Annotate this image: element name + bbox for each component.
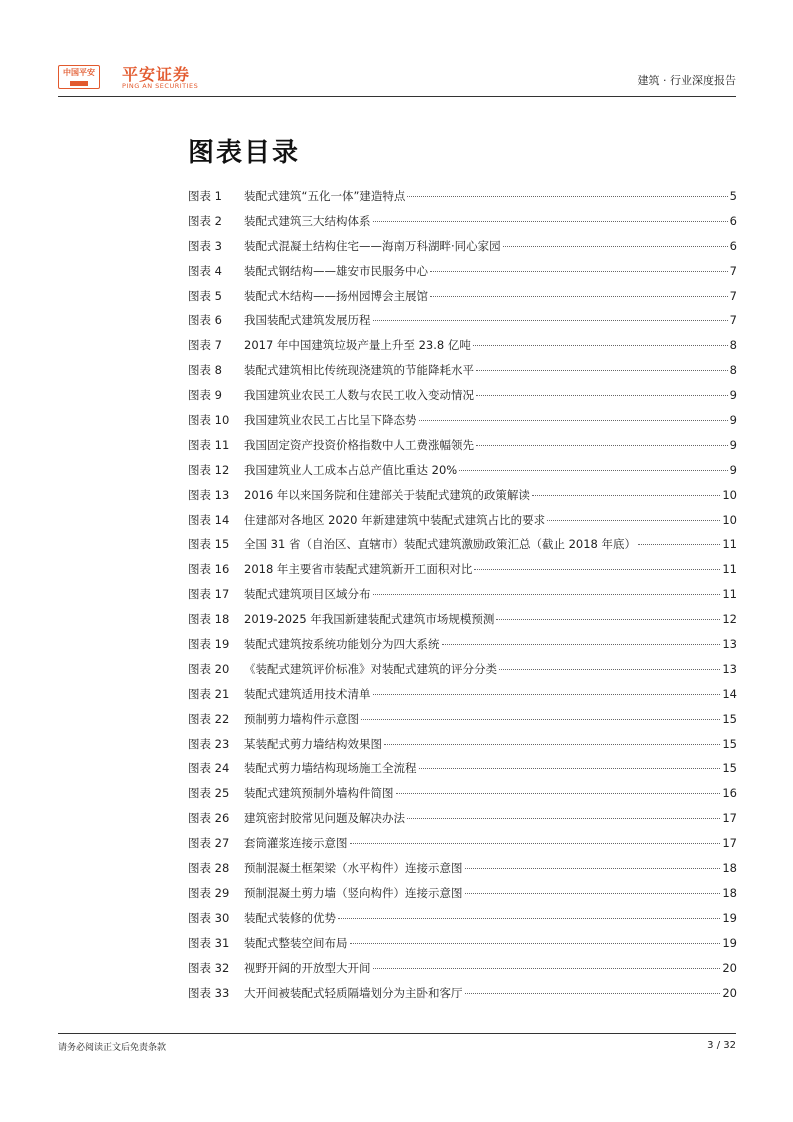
toc-entry-label: 图表 2 — [188, 213, 222, 228]
toc-entry-page[interactable]: 17 — [722, 811, 737, 826]
toc-entry-label: 图表 6 — [188, 313, 222, 328]
toc-dot-leader — [373, 320, 728, 321]
toc-entry-page[interactable]: 14 — [722, 686, 737, 701]
ping-an-logo-icon — [58, 65, 100, 89]
figure-list — [188, 188, 737, 1009]
logo-small-text: 中国平安 — [63, 68, 95, 77]
toc-entry[interactable] — [188, 985, 737, 1010]
toc-entry[interactable] — [188, 785, 737, 810]
toc-entry-page[interactable]: 7 — [729, 263, 737, 278]
toc-entry[interactable] — [188, 213, 737, 238]
toc-entry-label: 图表 13 — [188, 487, 230, 502]
toc-dot-leader — [373, 594, 721, 595]
toc-dot-leader — [465, 893, 721, 894]
toc-entry-label: 图表 21 — [188, 686, 230, 701]
footer-disclaimer: 请务必阅读正文后免责条款 — [58, 1043, 167, 1053]
toc-entry-label: 图表 3 — [188, 238, 222, 253]
toc-entry-label: 图表 11 — [188, 437, 230, 452]
toc-entry[interactable] — [188, 711, 737, 736]
toc-entry-title[interactable]: 我国装配式建筑发展历程 — [244, 313, 371, 328]
footer-divider — [58, 1033, 736, 1034]
toc-dot-leader — [465, 993, 721, 994]
toc-entry-page[interactable]: 9 — [729, 437, 737, 452]
toc-entry[interactable] — [188, 238, 737, 263]
toc-entry[interactable] — [188, 661, 737, 686]
toc-entry-page[interactable]: 18 — [722, 885, 737, 900]
toc-entry-title[interactable]: 2018 年主要省市装配式建筑新开工面积对比 — [244, 562, 473, 577]
toc-entry-page[interactable]: 18 — [722, 861, 737, 876]
toc-entry-label: 图表 16 — [188, 562, 230, 577]
toc-entry[interactable] — [188, 835, 737, 860]
toc-entry[interactable] — [188, 760, 737, 785]
toc-entry-title[interactable]: 装配式建筑按系统功能划分为四大系统 — [244, 637, 440, 652]
toc-entry-title[interactable]: 装配式剪力墙结构现场施工全流程 — [244, 761, 417, 776]
toc-entry[interactable] — [188, 736, 737, 761]
logo-bar — [70, 81, 88, 86]
toc-entry-label: 图表 30 — [188, 910, 230, 925]
toc-entry-label: 图表 19 — [188, 637, 230, 652]
toc-entry-label: 图表 20 — [188, 661, 230, 676]
toc-dot-leader — [384, 744, 720, 745]
toc-dot-leader — [396, 793, 721, 794]
toc-entry-title[interactable]: 视野开阔的开放型大开间 — [244, 960, 371, 975]
toc-entry-label: 图表 33 — [188, 985, 230, 1000]
toc-entry-title[interactable]: 《装配式建筑评价标准》对装配式建筑的评分分类 — [244, 661, 497, 676]
page-number: 3 / 32 — [707, 1040, 736, 1051]
toc-entry-title[interactable]: 套筒灌浆连接示意图 — [244, 836, 348, 851]
toc-entry-label: 图表 26 — [188, 811, 230, 826]
toc-entry-page[interactable]: 10 — [722, 487, 737, 502]
brand-name-cn: 平安证券 — [122, 65, 191, 84]
toc-entry[interactable] — [188, 885, 737, 910]
toc-dot-leader — [473, 345, 728, 346]
toc-entry-page[interactable]: 17 — [722, 836, 737, 851]
toc-entry-label: 图表 1 — [188, 189, 222, 203]
toc-dot-leader — [474, 569, 720, 570]
toc-dot-leader — [476, 445, 728, 446]
toc-entry[interactable] — [188, 462, 737, 487]
toc-dot-leader — [503, 246, 728, 247]
toc-entry-label: 图表 24 — [188, 761, 230, 776]
toc-dot-leader — [373, 694, 721, 695]
toc-entry-page[interactable]: 7 — [729, 288, 737, 303]
toc-entry[interactable] — [188, 412, 737, 437]
toc-entry-title[interactable]: 某装配式剪力墙结构效果图 — [244, 736, 382, 751]
toc-entry[interactable] — [188, 860, 737, 885]
toc-entry-title[interactable]: 我国建筑业农民工人数与农民工收入变动情况 — [244, 388, 474, 403]
toc-entry[interactable] — [188, 487, 737, 512]
toc-entry-title[interactable]: 2019-2025 年我国新建装配式建筑市场规模预测 — [244, 612, 495, 627]
toc-entry-label: 图表 7 — [188, 338, 222, 353]
toc-entry-label: 图表 5 — [188, 288, 222, 303]
toc-entry-title[interactable]: 装配式整装空间布局 — [244, 935, 348, 950]
toc-entry[interactable] — [188, 512, 737, 537]
toc-entry-page[interactable]: 20 — [722, 985, 737, 1000]
toc-entry[interactable] — [188, 686, 737, 711]
toc-entry-page[interactable]: 15 — [722, 711, 737, 726]
toc-dot-leader — [407, 196, 727, 197]
toc-dot-leader — [532, 495, 720, 496]
toc-entry-label: 图表 27 — [188, 836, 230, 851]
toc-dot-leader — [350, 943, 721, 944]
toc-entry-title[interactable]: 装配式建筑相比传统现浇建筑的节能降耗水平 — [244, 363, 474, 378]
toc-dot-leader — [430, 271, 728, 272]
toc-dot-leader — [476, 370, 728, 371]
toc-entry-title[interactable]: 装配式木结构——扬州园博会主展馆 — [244, 288, 428, 303]
toc-entry-label: 图表 8 — [188, 363, 222, 378]
toc-dot-leader — [442, 644, 721, 645]
toc-entry-label: 图表 9 — [188, 388, 222, 403]
toc-dot-leader — [430, 296, 728, 297]
toc-entry-label: 图表 14 — [188, 512, 230, 527]
toc-entry-page[interactable]: 15 — [722, 761, 737, 776]
toc-entry[interactable] — [188, 312, 737, 337]
toc-entry-page[interactable]: 11 — [722, 562, 737, 577]
toc-entry[interactable] — [188, 362, 737, 387]
toc-entry-title[interactable]: 建筑密封胶常见问题及解决办法 — [244, 811, 405, 826]
toc-entry-title[interactable]: 我国固定资产投资价格指数中人工费涨幅领先 — [244, 437, 474, 452]
toc-entry-title[interactable]: 装配式建筑“五化一体”建造特点 — [244, 189, 406, 203]
toc-entry[interactable] — [188, 586, 737, 611]
toc-entry-label: 图表 17 — [188, 587, 230, 602]
toc-entry-page[interactable]: 6 — [729, 213, 737, 228]
toc-dot-leader — [419, 768, 721, 769]
toc-entry-title[interactable]: 装配式建筑三大结构体系 — [244, 213, 371, 228]
toc-entry-page[interactable]: 19 — [722, 910, 737, 925]
page-title: 图表目录 — [188, 138, 301, 168]
toc-entry-title[interactable]: 住建部对各地区 2020 年新建建筑中装配式建筑占比的要求 — [244, 512, 546, 527]
toc-dot-leader — [350, 843, 721, 844]
toc-entry-label: 图表 29 — [188, 885, 230, 900]
toc-dot-leader — [459, 470, 727, 471]
toc-entry[interactable] — [188, 960, 737, 985]
toc-entry-title[interactable]: 装配式钢结构——雄安市民服务中心 — [244, 263, 428, 278]
toc-entry-title[interactable]: 装配式建筑项目区域分布 — [244, 587, 371, 602]
toc-entry-title[interactable]: 2016 年以来国务院和住建部关于装配式建筑的政策解读 — [244, 487, 530, 502]
toc-dot-leader — [373, 968, 721, 969]
toc-entry-page[interactable]: 5 — [729, 189, 737, 203]
toc-entry-page[interactable]: 16 — [722, 786, 737, 801]
toc-entry[interactable] — [188, 611, 737, 636]
toc-entry-page[interactable]: 11 — [722, 587, 737, 602]
toc-entry-page[interactable]: 7 — [729, 313, 737, 328]
toc-entry[interactable] — [188, 387, 737, 412]
toc-entry-label: 图表 25 — [188, 786, 230, 801]
toc-entry-label: 图表 31 — [188, 935, 230, 950]
toc-entry-page[interactable]: 8 — [729, 338, 737, 353]
toc-entry-page[interactable]: 10 — [722, 512, 737, 527]
toc-entry-label: 图表 22 — [188, 711, 230, 726]
header-divider — [58, 96, 736, 97]
toc-entry-page[interactable]: 13 — [722, 661, 737, 676]
toc-entry-label: 图表 28 — [188, 861, 230, 876]
toc-entry[interactable] — [188, 437, 737, 462]
toc-entry-title[interactable]: 大开间被装配式轻质隔墙划分为主卧和客厅 — [244, 985, 463, 1000]
toc-entry[interactable] — [188, 288, 737, 313]
toc-entry-label: 图表 23 — [188, 736, 230, 751]
toc-entry[interactable] — [188, 910, 737, 935]
toc-entry-title[interactable]: 预制剪力墙构件示意图 — [244, 711, 359, 726]
toc-entry[interactable] — [188, 810, 737, 835]
toc-entry-label: 图表 18 — [188, 612, 230, 627]
toc-entry-title[interactable]: 我国建筑业人工成本占总产值比重达 20% — [244, 462, 458, 477]
report-type: 建筑 · 行业深度报告 — [637, 74, 736, 87]
toc-dot-leader — [496, 619, 720, 620]
toc-dot-leader — [361, 719, 720, 720]
toc-entry-title[interactable]: 全国 31 省（自治区、直辖市）装配式建筑激励政策汇总（截止 2018 年底） — [244, 537, 637, 552]
toc-dot-leader — [465, 868, 721, 869]
page-header — [58, 52, 736, 98]
toc-entry[interactable] — [188, 536, 737, 561]
toc-entry[interactable] — [188, 636, 737, 661]
toc-entry-label: 图表 4 — [188, 263, 222, 278]
toc-entry-page[interactable]: 15 — [722, 736, 737, 751]
toc-dot-leader — [499, 669, 720, 670]
toc-entry[interactable] — [188, 188, 737, 213]
toc-entry-title[interactable]: 装配式混凝土结构住宅——海南万科湖畔·同心家园 — [244, 238, 501, 253]
toc-entry-title[interactable]: 我国建筑业农民工占比呈下降态势 — [244, 413, 417, 428]
toc-entry-page[interactable]: 8 — [729, 363, 737, 378]
toc-entry-label: 图表 32 — [188, 960, 230, 975]
toc-entry-page[interactable]: 9 — [729, 462, 737, 477]
toc-entry-label: 图表 12 — [188, 462, 230, 477]
toc-entry-page[interactable]: 9 — [729, 388, 737, 403]
toc-entry[interactable] — [188, 935, 737, 960]
toc-dot-leader — [638, 544, 720, 545]
toc-entry-page[interactable]: 19 — [722, 935, 737, 950]
toc-dot-leader — [476, 395, 728, 396]
toc-entry[interactable] — [188, 561, 737, 586]
toc-entry-title[interactable]: 预制混凝土框架梁（水平构件）连接示意图 — [244, 861, 463, 876]
toc-entry-title[interactable]: 装配式装修的优势 — [244, 910, 336, 925]
toc-entry-page[interactable]: 9 — [729, 413, 737, 428]
brand-name-en: PING AN SECURITIES — [122, 82, 199, 90]
toc-entry-page[interactable]: 20 — [722, 960, 737, 975]
toc-entry-title[interactable]: 2017 年中国建筑垃圾产量上升至 23.8 亿吨 — [244, 338, 471, 353]
toc-entry-page[interactable]: 6 — [729, 238, 737, 253]
toc-entry[interactable] — [188, 337, 737, 362]
toc-dot-leader — [419, 420, 728, 421]
toc-entry-page[interactable]: 11 — [722, 537, 737, 552]
toc-dot-leader — [338, 918, 720, 919]
toc-entry-page[interactable]: 13 — [722, 637, 737, 652]
toc-entry[interactable] — [188, 263, 737, 288]
toc-dot-leader — [407, 818, 720, 819]
toc-entry-title[interactable]: 装配式建筑适用技术清单 — [244, 686, 371, 701]
toc-dot-leader — [373, 221, 728, 222]
toc-entry-title[interactable]: 预制混凝土剪力墙（竖向构件）连接示意图 — [244, 885, 463, 900]
toc-entry-title[interactable]: 装配式建筑预制外墙构件简图 — [244, 786, 394, 801]
toc-entry-label: 图表 10 — [188, 413, 230, 428]
toc-entry-label: 图表 15 — [188, 537, 230, 552]
toc-entry-page[interactable]: 12 — [722, 612, 737, 627]
toc-dot-leader — [547, 520, 720, 521]
